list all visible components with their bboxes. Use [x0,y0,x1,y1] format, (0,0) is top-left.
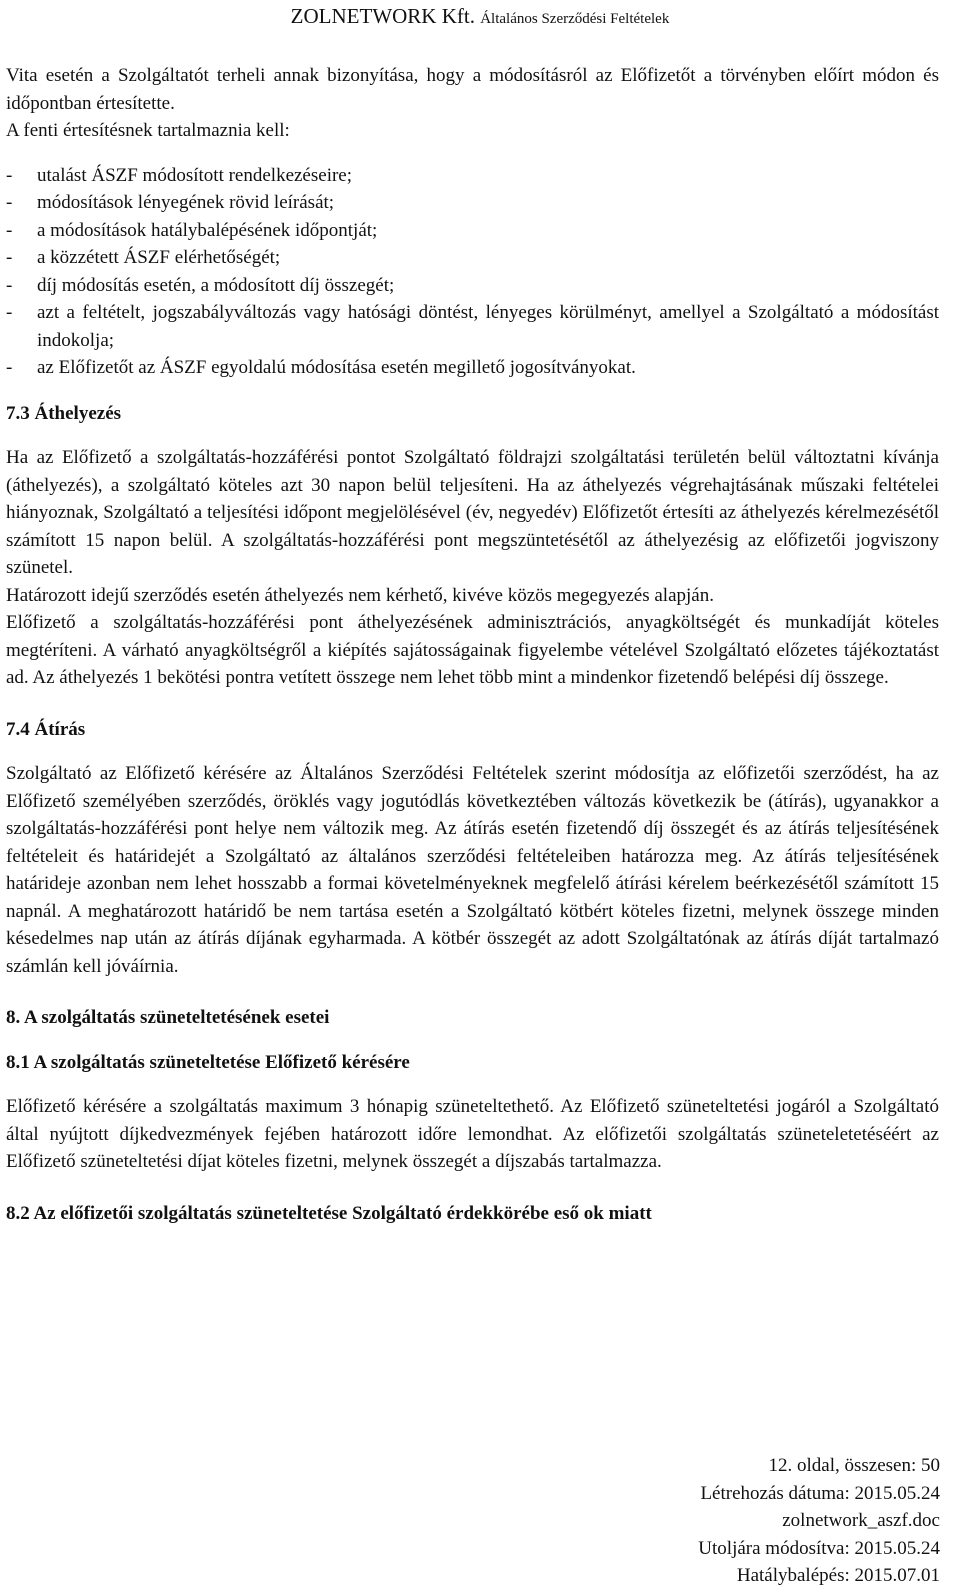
section-heading-7-4: 7.4 Átírás [6,718,86,740]
list-item: - az Előfizetőt az ÁSZF egyoldalú módosítása esetén megillető jogosítványokat. [6,357,636,378]
footer-created-date: Létrehozás dátuma: 2015.05.24 [700,1482,940,1504]
list-item: - azt a feltételt, jogszabályváltozás vagy hatósági döntést, lényeges körülményt, amellyel a Szolgáltató a módosítást indokolja; [6,302,939,351]
section-heading-8-2: 8.2 Az előfizetői szolgáltatás szüneteltetése Szolgáltató érdekkörébe eső ok miatt [6,1202,652,1224]
header-company: ZOLNETWORK Kft. [290,4,475,28]
section-7-3-paragraph: Előfizető a szolgáltatás-hozzáférési pont áthelyezésének adminisztrációs, anyagköltségét és munkadíját köteles megtéríteni. A várható anyagköltségről a kiépítés sajátosságainak figyelembe vételével Szolgáltató előzetes tájékoztatást ad. Az áthelyezés 1 bekötési pontra vetített összege nem lehet több mint a mindenkor fizetendő belépési díj összege. [6,612,939,688]
section-heading-7-3: 7.3 Áthelyezés [6,402,122,424]
list-item: - díj módosítás esetén, a módosított díj összegét; [6,274,395,296]
intro-list-lead: A fenti értesítésnek tartalmaznia kell: [6,120,290,141]
page-header [0,4,960,31]
section-heading-8: 8. A szolgáltatás szüneteltetésének esetei [6,1007,330,1028]
section-7-3-paragraph: Határozott idejű szerződés esetén áthelyezés nem kérhető, kivéve közös megegyezés alapján. [6,584,714,606]
notification-contents-list [6,162,939,382]
footer-filename: zolnetwork_aszf.doc [782,1510,940,1531]
footer-page-number: 12. oldal, összesen: 50 [768,1455,940,1476]
intro-paragraph: Vita esetén a Szolgáltatót terheli annak bizonyítása, hogy a módosításról az Előfizetőt a törvényben előírt módon és időpontban értesítette. [6,65,939,114]
page-footer [698,1452,940,1590]
section-8-1-paragraph: Előfizető kérésére a szolgáltatás maximum 3 hónapig szüneteltethető. Az Előfizető szüneteltetési jogáról a Szolgáltató által nyújtott díjkedvezmények fejében határozott időre lemondhat. Az előfizetői szolgáltatás szüneteletetéséért az Előfizető szüneteltetési díjat köteles fizetni, melynek összegét a díjszabás tartalmazza. [6,1096,939,1172]
footer-effective-date: Hatálybalépés: 2015.07.01 [736,1565,940,1586]
list-item: - a módosítások hatálybalépésének időpontját; [6,219,378,241]
list-item: - utalást ÁSZF módosított rendelkezéseire; [6,164,353,186]
list-item: - a közzétett ÁSZF elérhetőségét; [6,247,281,268]
document-body [6,62,939,1244]
list-item: - módosítások lényegének rövid leírását; [6,192,335,213]
header-doc-title: Általános Szerződési Feltételek [480,11,670,27]
section-heading-8-1: 8.1 A szolgáltatás szüneteltetése Előfizető kérésére [6,1051,410,1073]
footer-modified-date: Utoljára módosítva: 2015.05.24 [698,1537,940,1559]
section-7-3-paragraph: Ha az Előfizető a szolgáltatás-hozzáférési pontot Szolgáltató földrajzi szolgáltatási területén belül változtatni kívánja (áthelyezés), a szolgáltató köteles azt 30 napon belül teljesíteni. Ha az áthelyezés végrehajtásának műszaki feltételei hiányoznak, Szolgáltató a teljesítési időpont megjelölésével (év, negyedév) Előfizetőt értesíti az áthelyezés kérelmezésétől számított 15 napon belül. A szolgáltatás-hozzáférési pont megszüntetésétől az áthelyezésig az előfizetői jogviszony szünetel. [6,447,939,578]
section-7-4-paragraph: Szolgáltató az Előfizető kérésére az Általános Szerződési Feltételek szerint módosítja az előfizetői szerződést, ha az Előfizető személyében szerződés, öröklés vagy jogutódlás következtében változás következik be (átírás), ugyanakkor a szolgáltatás-hozzáférési pont helye nem változik meg. Az átírás esetén fizetendő díj összegét és az átírás teljesítésének feltételeit és határidejét a Szolgáltató az általános szerződési feltételeiben határozza meg. Az átírás teljesítésének határideje azonban nem lehet hosszabb a formai követelményeknek megfelelő átírási kérelem beérkezésétől számított 15 napnál. A meghatározott határidő be nem tartása esetén a Szolgáltató kötbért köteles fizetni, melynek összege minden késedelmes nap után az átírás díjának egyharmada. A kötbér összegét az adott Szolgáltatónak az átírás díját tartalmazó számlán kell jóváírnia. [6,763,939,977]
